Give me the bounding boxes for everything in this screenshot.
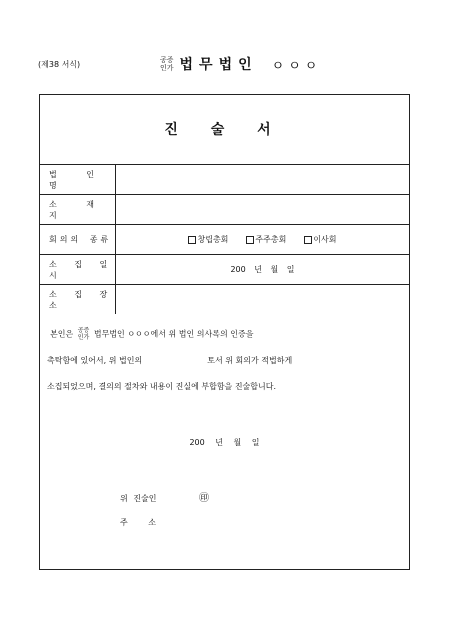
statement-l1-post: 법무법인 ㅇㅇㅇ에서 위 법인 의사록의 인증을 <box>93 329 254 339</box>
row-label-convening-place: 소 집 장 소 <box>40 285 116 314</box>
option-shareholders-meeting[interactable] <box>246 234 286 245</box>
statement-l2-b: 토서 위 회의가 적법하게 <box>207 356 293 365</box>
checkbox-shareholders-meeting[interactable] <box>246 236 254 244</box>
statement-line-3: 소집되었으며, 결의의 절차와 내용이 진실에 부합함을 진술합니다. <box>47 382 276 391</box>
meeting-type-options <box>116 225 409 254</box>
row-label-corporation-name: 법 인 명 <box>40 165 116 194</box>
row-label-convening-date: 소 집 일 시 <box>40 255 116 284</box>
checkbox-founding-meeting[interactable] <box>188 236 196 244</box>
checkbox-board-meeting[interactable] <box>304 236 312 244</box>
statement-l2-a: 촉탁함에 있어서, 위 법인의 <box>47 356 143 365</box>
option-founding-meeting-label: 창립총회 <box>197 235 229 244</box>
law-firm-title: 법무법인 <box>179 57 258 73</box>
signer-label: 위 진술인 <box>120 494 157 503</box>
form-number: (제38 서식) <box>38 60 81 69</box>
field-location[interactable] <box>116 195 409 224</box>
notary-stack-top: 공증 <box>160 56 174 64</box>
notary-stack-bottom: 인가 <box>160 64 174 72</box>
row-meeting-type <box>40 224 409 254</box>
law-firm-name: ㅇㅇㅇ <box>271 58 322 74</box>
document-title: 진 술 서 <box>164 122 285 138</box>
row-label-meeting-type: 회의의 종류 <box>40 225 116 254</box>
seal-mark: ㊞ <box>199 493 210 504</box>
row-corporation-name <box>40 164 409 194</box>
option-shareholders-meeting-label: 주주총회 <box>255 235 287 244</box>
statement-notary-stack <box>78 327 90 341</box>
statement-date[interactable]: 200 년 월 일 <box>189 438 260 447</box>
statement-l1-pre: 본인은 <box>50 329 74 339</box>
statement-form-frame <box>39 94 410 570</box>
field-convening-date[interactable]: 200 년 월 일 <box>230 265 295 274</box>
statement-stack-top: 공증 <box>77 327 90 334</box>
signer-line <box>120 489 209 504</box>
statement-line-1 <box>50 327 253 341</box>
option-board-meeting-label: 이사회 <box>313 235 337 244</box>
statement-line-2 <box>47 355 292 366</box>
field-convening-place[interactable] <box>116 285 409 314</box>
field-corporation-name[interactable] <box>116 165 409 194</box>
row-location <box>40 194 409 224</box>
statement-stack-bottom: 인가 <box>77 334 90 341</box>
option-founding-meeting[interactable] <box>188 234 228 245</box>
row-label-location: 소 재 지 <box>40 195 116 224</box>
address-label: 주 소 <box>120 518 156 527</box>
header-title <box>160 52 321 76</box>
notary-stack <box>160 56 174 72</box>
row-convening-date <box>40 254 409 284</box>
option-board-meeting[interactable] <box>304 234 336 245</box>
row-convening-place <box>40 284 409 314</box>
